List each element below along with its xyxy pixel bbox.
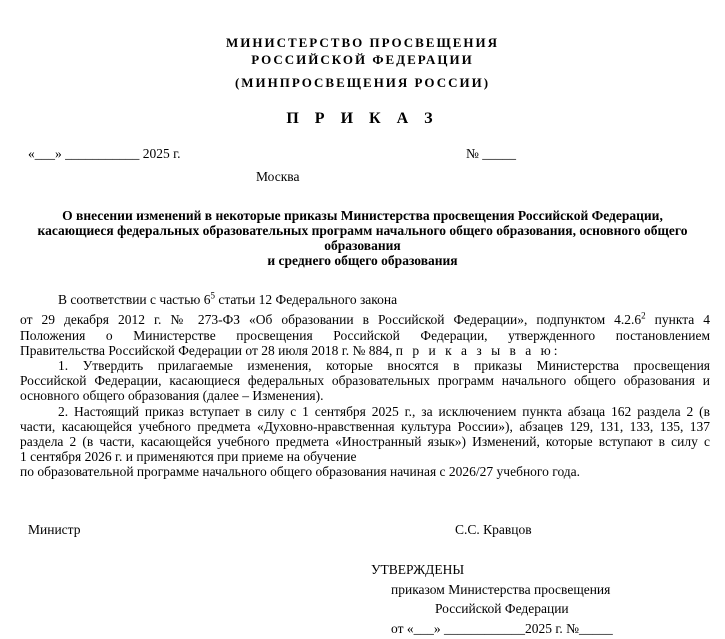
order-verb: п р и к а з ы в а ю: — [395, 343, 561, 358]
preamble-line2: от 29 декабря 2012 г. № 273-ФЗ «Об образовании в Российской Федерации», подпунктом 4.2.6$^2$ пункта 4 — [20, 310, 711, 327]
preamble-line3: Положения о Министерстве просвещения Российской Федерации, утвержденного постановлением — [20, 328, 710, 343]
subject-line3: образования — [324, 238, 401, 253]
item2-line1: 2. Настоящий приказ вступает в силу с 1 сентября 2025 г., за исключением пункта абзаца 162 раздела 2 (в — [58, 404, 710, 419]
order-number: № _____ — [466, 146, 517, 161]
city: Москва — [256, 169, 300, 184]
subject-line2: касающиеся федеральных образовательных программ начального общего образования, основного общего — [37, 223, 688, 238]
item2-line3: раздела 2 (в части, касающейся учебного предмета «Иностранный язык») Изменений, которые вступают в силу с — [20, 434, 710, 449]
item2-line5: по образовательной программе начального общего образования начиная с 2026/27 учебного года. — [20, 464, 581, 479]
order-date: «___» ___________ 2025 г. — [28, 146, 181, 161]
preamble-line1: В соответствии с частью $6^5$ статьи 12 Федерального закона — [58, 290, 398, 307]
approval-title: УТВЕРЖДЕНЫ — [371, 562, 465, 577]
signature-name: С.С. Кравцов — [455, 522, 532, 537]
item1-line3: основного общего образования (далее – Изменения). — [20, 388, 324, 403]
approval-line3: Российской Федерации — [435, 601, 569, 616]
order-title: П Р И К А З — [286, 110, 439, 127]
approval-line2: приказом Министерства просвещения — [391, 582, 611, 597]
item1-line1: 1. Утвердить прилагаемые изменения, которые вносятся в приказы Министерства просвещения — [58, 358, 710, 373]
subject-line4: и среднего общего образования — [267, 253, 458, 268]
ministry-name-line2: РОССИЙСКОЙ ФЕДЕРАЦИИ — [251, 52, 474, 67]
approval-date-number: от «___» ____________2025 г. №_____ — [391, 621, 613, 636]
subject-line1: О внесении изменений в некоторые приказы Министерства просвещения Российской Федерации, — [62, 208, 663, 223]
ministry-short-name: (МИНПРОСВЕЩЕНИЯ РОССИИ) — [234, 75, 491, 90]
item2-line2: части, касающейся учебного предмета «Духовно-нравственная культура России»), абзацев 129, 131, 133, 135, 137 — [20, 419, 710, 434]
item2-line4: 1 сентября 2026 г. и применяются при приеме на обучение — [20, 449, 357, 464]
preamble-line4: Правительства Российской Федерации от 28 июля 2018 г. № 884, п р и к а з ы в а ю: — [20, 343, 561, 358]
signature-position: Министр — [28, 522, 81, 537]
ministry-name-line1: МИНИСТЕРСТВО ПРОСВЕЩЕНИЯ — [225, 35, 500, 50]
item1-line2: Российской Федерации, касающиеся федеральных образовательных программ начального общего образования и — [20, 373, 710, 388]
